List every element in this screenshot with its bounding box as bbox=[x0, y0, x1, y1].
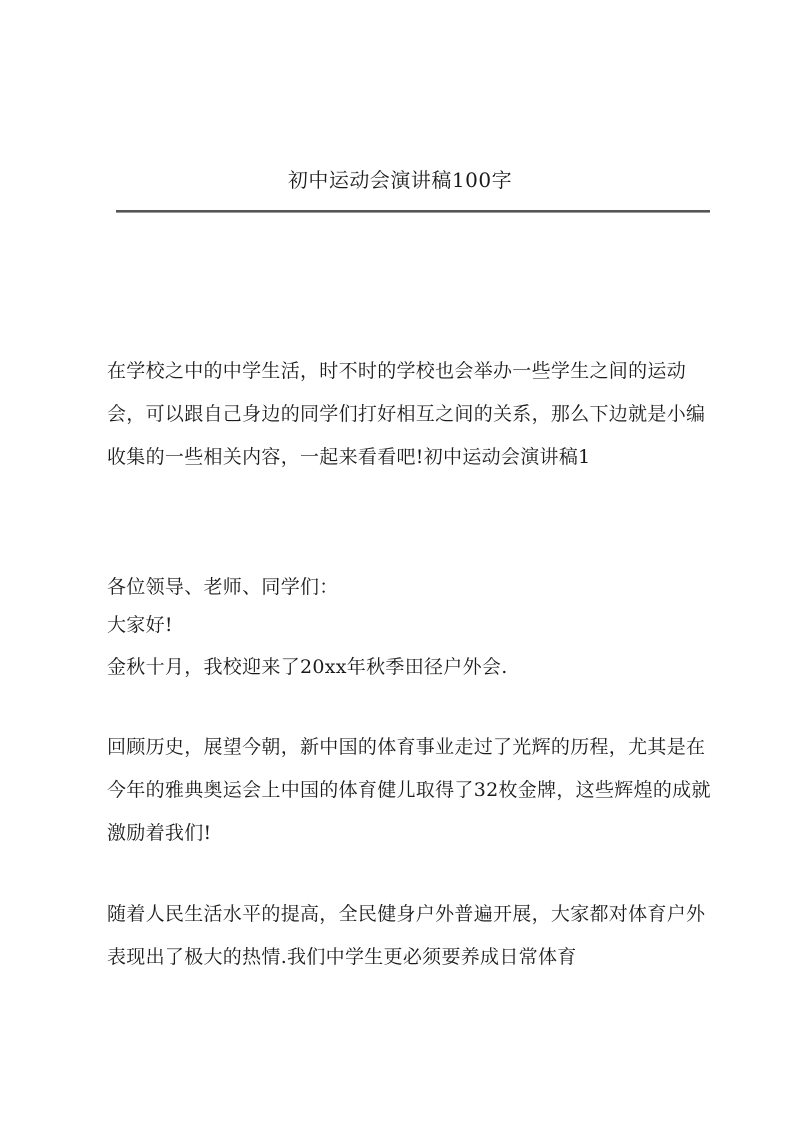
salutation-line: 各位领导、老师、同学们： bbox=[107, 576, 339, 598]
greeting-line: 大家好! bbox=[107, 614, 173, 636]
title-underline bbox=[116, 210, 710, 213]
document-title: 初中运动会演讲稿100字 bbox=[287, 168, 513, 192]
fitness-paragraph: 随着人民生活水平的提高，全民健身户外普遍开展，大家都对体育户外表现出了极大的热情.我们中学生更必须要养成日常体育 bbox=[107, 903, 706, 968]
history-paragraph: 回顾历史，展望今朝，新中国的体育事业走过了光辉的历程，尤其是在今年的雅典奥运会上中国的体育健儿取得了32枚金牌，这些辉煌的成就激励着我们! bbox=[107, 736, 711, 844]
opening-line: 金秋十月，我校迎来了20xx年秋季田径户外会. bbox=[107, 656, 508, 678]
intro-paragraph: 在学校之中的中学生活，时不时的学校也会举办一些学生之间的运动会，可以跟自己身边的同学们打好相互之间的关系，那么下边就是小编收集的一些相关内容，一起来看看吧!初中运动会演讲稿1 bbox=[107, 360, 706, 468]
